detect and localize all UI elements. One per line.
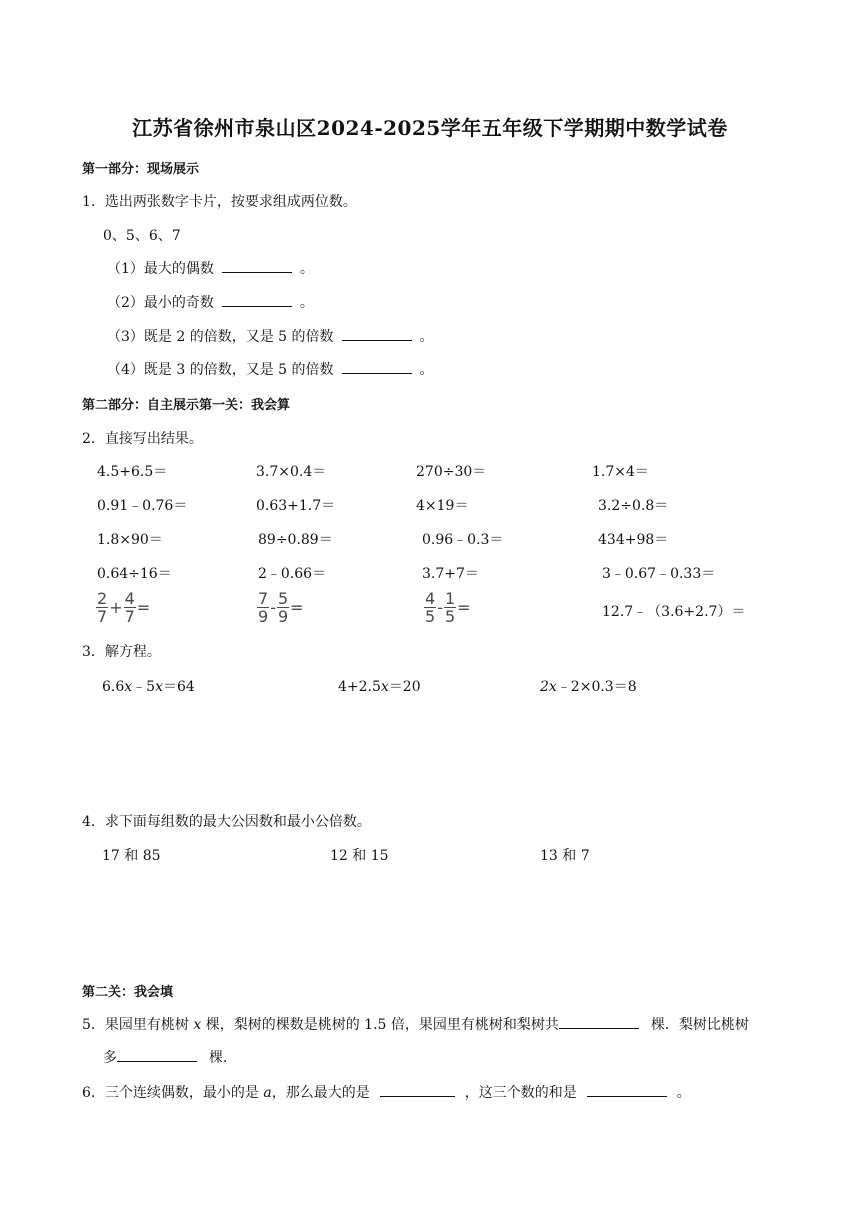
variable: a bbox=[263, 1085, 272, 1101]
denominator: 9 bbox=[258, 607, 269, 626]
operator: + bbox=[109, 598, 123, 617]
item-label: （4）既是 3 的倍数，又是 5 的倍数 bbox=[107, 362, 334, 378]
number-group: 12 和 15 bbox=[330, 848, 389, 864]
q-text: ，那么最大的是 bbox=[271, 1085, 370, 1101]
fraction bbox=[277, 590, 289, 625]
fraction bbox=[444, 590, 456, 625]
q-text: 。 bbox=[676, 1085, 691, 1101]
q-text: 棵． bbox=[209, 1050, 237, 1066]
question-1-cards: 0、5、6、7 bbox=[103, 228, 181, 244]
denominator: 9 bbox=[277, 607, 289, 626]
question-1-item-1 bbox=[107, 258, 314, 278]
calc-item: 270÷30＝ bbox=[416, 464, 487, 480]
item-end: 。 bbox=[419, 362, 434, 378]
answer-blank[interactable] bbox=[380, 1082, 455, 1097]
question-1-item-2 bbox=[107, 292, 314, 312]
answer-blank[interactable] bbox=[117, 1047, 197, 1062]
answer-blank[interactable] bbox=[222, 258, 292, 273]
variable: x bbox=[124, 679, 133, 695]
calc-item: 0.96﹣0.3＝ bbox=[422, 532, 504, 548]
equation-1 bbox=[102, 676, 195, 696]
eq-part: ＝64 bbox=[163, 679, 195, 695]
fraction bbox=[124, 590, 136, 625]
question-1-item-4 bbox=[107, 359, 434, 379]
fraction bbox=[96, 590, 108, 625]
eq-part: ＝20 bbox=[388, 679, 421, 695]
calc-item: 4×19＝ bbox=[416, 498, 469, 514]
eq-part: 6.6 bbox=[102, 679, 125, 695]
equals-sign: = bbox=[290, 598, 304, 617]
item-end: 。 bbox=[419, 329, 434, 345]
item-label: （3）既是 2 的倍数，又是 5 的倍数 bbox=[107, 329, 334, 345]
q-text: 6．三个连续偶数，最小的是 bbox=[82, 1085, 264, 1101]
numerator: 1 bbox=[444, 589, 456, 608]
variable: x bbox=[380, 679, 389, 695]
calc-item: 89÷0.89＝ bbox=[258, 532, 333, 548]
question-5-line-1 bbox=[82, 1014, 749, 1034]
calc-item: 1.8×90＝ bbox=[97, 532, 163, 548]
operator: - bbox=[437, 598, 443, 617]
page-title: 江苏省徐州市泉山区2024-2025学年五年级下学期期中数学试卷 bbox=[132, 116, 728, 140]
operator: - bbox=[270, 598, 276, 617]
variable: 2x bbox=[540, 679, 557, 695]
variable: x bbox=[155, 679, 163, 695]
calc-item: 12.7﹣（3.6+2.7）＝ bbox=[602, 604, 746, 620]
calc-item: 2﹣0.66＝ bbox=[258, 566, 327, 582]
question-4-stem: 4．求下面每组数的最大公因数和最小公倍数。 bbox=[82, 814, 371, 830]
calc-item: 434+98＝ bbox=[598, 532, 669, 548]
number-group: 13 和 7 bbox=[540, 848, 590, 864]
denominator: 7 bbox=[97, 607, 108, 626]
q-text: 棵，梨树的棵数是桃树的 1.5 倍，果园里有桃树和梨树共 bbox=[201, 1017, 559, 1033]
item-end: 。 bbox=[299, 295, 314, 311]
eq-part: 4+2.5 bbox=[338, 679, 381, 695]
calc-item: 3.7×0.4＝ bbox=[256, 464, 327, 480]
eq-part: ﹣2×0.3＝8 bbox=[556, 679, 637, 695]
item-label: （1）最大的偶数 bbox=[107, 261, 214, 277]
calc-item: 4.5+6.5＝ bbox=[97, 464, 168, 480]
q-text: 棵．梨树比桃树 bbox=[650, 1017, 749, 1033]
variable: x bbox=[193, 1017, 202, 1033]
calc-item: 3.7+7＝ bbox=[422, 566, 479, 582]
denominator: 7 bbox=[124, 607, 135, 626]
item-end: 。 bbox=[299, 261, 314, 277]
answer-blank[interactable] bbox=[587, 1082, 667, 1097]
item-label: （2）最小的奇数 bbox=[107, 295, 214, 311]
section-heading-part3: 第二关：我会填 bbox=[82, 985, 174, 1000]
fraction-expression bbox=[424, 590, 472, 625]
answer-blank[interactable] bbox=[342, 359, 412, 374]
q-text: 多 bbox=[103, 1050, 117, 1066]
numerator: 5 bbox=[277, 589, 289, 608]
question-5-line-2 bbox=[103, 1047, 237, 1067]
equals-sign: = bbox=[136, 598, 151, 617]
fraction-expression bbox=[96, 590, 151, 625]
numerator: 2 bbox=[97, 589, 108, 608]
calc-item: 3.2÷0.8＝ bbox=[598, 498, 669, 514]
answer-blank[interactable] bbox=[342, 326, 412, 341]
question-6 bbox=[82, 1082, 691, 1102]
fraction bbox=[257, 590, 269, 625]
number-group: 17 和 85 bbox=[102, 848, 161, 864]
answer-blank[interactable] bbox=[559, 1014, 639, 1029]
section-heading-part2: 第二部分：自主展示第一关：我会算 bbox=[82, 398, 291, 413]
eq-part: ﹣5 bbox=[132, 679, 156, 695]
q-text: ，这三个数的和是 bbox=[464, 1085, 577, 1101]
q-text: 5．果园里有桃树 bbox=[82, 1017, 194, 1033]
numerator: 7 bbox=[258, 589, 269, 608]
denominator: 5 bbox=[444, 607, 456, 626]
numerator: 4 bbox=[425, 589, 436, 608]
answer-blank[interactable] bbox=[222, 292, 292, 307]
question-1-item-3 bbox=[107, 326, 434, 346]
calc-item: 0.64÷16＝ bbox=[97, 566, 172, 582]
calc-item: 1.7×4＝ bbox=[592, 464, 649, 480]
fraction bbox=[424, 590, 436, 625]
question-2-stem: 2．直接写出结果。 bbox=[82, 431, 203, 447]
equation-2 bbox=[338, 676, 421, 696]
question-3-stem: 3．解方程。 bbox=[82, 644, 161, 660]
calc-item: 0.91﹣0.76＝ bbox=[97, 498, 188, 514]
equals-sign: = bbox=[457, 598, 471, 617]
question-1-stem: 1．选出两张数字卡片，按要求组成两位数。 bbox=[82, 194, 357, 210]
equation-3 bbox=[540, 676, 637, 696]
fraction-expression bbox=[257, 590, 305, 625]
denominator: 5 bbox=[425, 607, 436, 626]
calc-item: 0.63+1.7＝ bbox=[256, 498, 336, 514]
section-heading-part1: 第一部分：现场展示 bbox=[82, 162, 200, 177]
calc-item: 3﹣0.67﹣0.33＝ bbox=[602, 566, 716, 582]
numerator: 4 bbox=[124, 589, 135, 608]
